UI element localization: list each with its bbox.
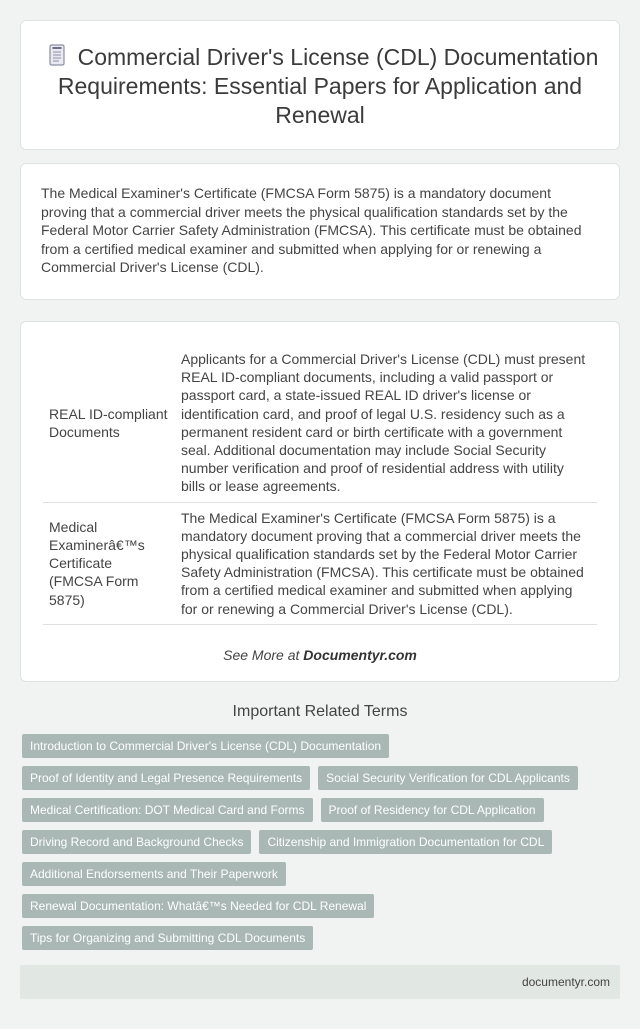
see-more-site[interactable]: Documentyr.com bbox=[303, 646, 417, 663]
related-term-tag[interactable]: Citizenship and Immigration Documentation for CDL bbox=[259, 830, 552, 854]
footer bbox=[20, 965, 620, 999]
related-term-tag[interactable]: Proof of Residency for CDL Application bbox=[321, 798, 544, 822]
related-term-tag[interactable]: Renewal Documentation: Whatâ€™s Needed for CDL Renewal bbox=[22, 894, 374, 918]
document-icon bbox=[42, 44, 72, 68]
see-more-link[interactable] bbox=[43, 647, 597, 663]
see-more-prefix: See More at bbox=[223, 646, 304, 663]
summary-text: The Medical Examiner's Certificate (FMCSA Form 5875) is a mandatory document proving that a commercial driver meets the physical qualification standards set by the Federal Motor Carrier Safety Administration (FMCSA). This certificate must be obtained from a certified medical examiner and submitted when applying for or renewing a Commercial Driver's License (CDL). bbox=[41, 185, 582, 275]
related-term-tag[interactable]: Introduction to Commercial Driver's License (CDL) Documentation bbox=[22, 734, 389, 758]
summary-card bbox=[20, 163, 620, 300]
related-term-tag[interactable]: Medical Certification: DOT Medical Card and Forms bbox=[22, 798, 313, 822]
terms-table bbox=[43, 344, 597, 625]
tag-row bbox=[22, 894, 622, 918]
tag-row bbox=[22, 926, 622, 950]
table-row bbox=[43, 344, 597, 502]
page-title bbox=[41, 43, 599, 130]
related-term-tag[interactable]: Social Security Verification for CDL Applicants bbox=[318, 766, 578, 790]
tag-row bbox=[22, 734, 622, 758]
description-cell: The Medical Examiner's Certificate (FMCSA Form 5875) is a mandatory document proving that a commercial driver meets the physical qualification standards set by the Federal Motor Carrier Safety Administration (FMCSA). This certificate must be obtained from a certified medical examiner and submitted when applying for or renewing a Commercial Driver's License (CDL). bbox=[175, 502, 597, 624]
tag-row bbox=[22, 830, 622, 854]
tag-row bbox=[22, 798, 622, 822]
related-term-tag[interactable]: Driving Record and Background Checks bbox=[22, 830, 251, 854]
page-title-text: Commercial Driver's License (CDL) Documentation Requirements: Essential Papers for Application and Renewal bbox=[57, 44, 599, 128]
related-term-tag[interactable]: Proof of Identity and Legal Presence Requirements bbox=[22, 766, 310, 790]
terms-table-card bbox=[20, 321, 620, 682]
description-cell: Applicants for a Commercial Driver's License (CDL) must present REAL ID-compliant documents, including a valid passport or passport card, a state-issued REAL ID driver's license or identification card, and proof of legal U.S. residency such as a permanent resident card or birth certificate with a government seal. Additional documentation may include Social Security number verification and proof of residential address with utility bills or lease agreements. bbox=[175, 344, 597, 502]
related-term-tag[interactable]: Additional Endorsements and Their Paperwork bbox=[22, 862, 286, 886]
table-row bbox=[43, 502, 597, 624]
term-cell: Medical Examinerâ€™s Certificate (FMCSA Form 5875) bbox=[43, 502, 175, 624]
term-cell: REAL ID-compliant Documents bbox=[43, 344, 175, 502]
tag-row bbox=[22, 862, 622, 886]
title-card bbox=[20, 20, 620, 150]
footer-site-link[interactable]: documentyr.com bbox=[521, 975, 610, 989]
related-terms-heading: Important Related Terms bbox=[232, 703, 408, 720]
tag-row bbox=[22, 766, 622, 790]
related-term-tag[interactable]: Tips for Organizing and Submitting CDL Documents bbox=[22, 926, 313, 950]
related-terms-list bbox=[22, 734, 622, 958]
